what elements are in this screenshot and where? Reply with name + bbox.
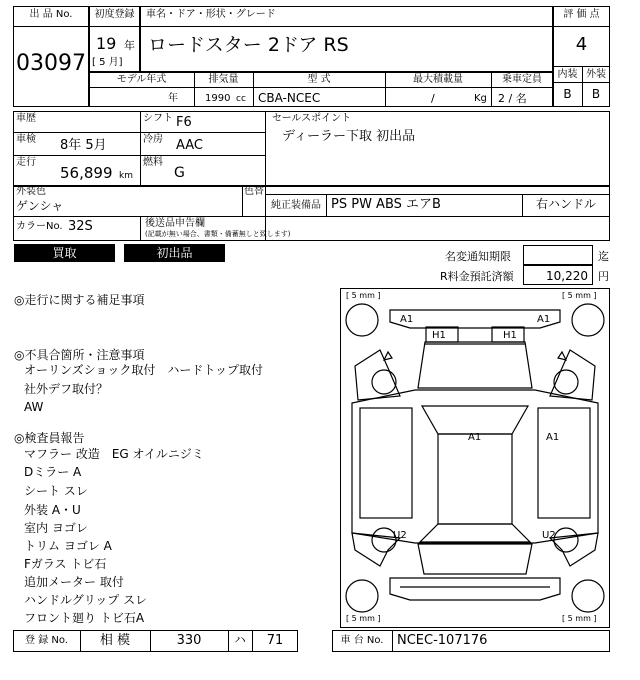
note-line-0: ◎走行に関する補足事項: [14, 293, 145, 307]
chassis-number: NCEC-107176: [397, 633, 488, 648]
tire-front-right: [572, 304, 604, 336]
note-line-11: シート スレ: [24, 484, 88, 498]
max-load-unit: Kg: [474, 93, 487, 104]
car-name: ロードスター 2ドア RS: [148, 34, 349, 56]
mark-a1-front-left: A1: [400, 314, 414, 325]
registration-number: 330: [176, 633, 202, 648]
buy-button: 買取: [14, 244, 115, 262]
fuel-label: 燃料: [143, 157, 163, 168]
note-line-12: 外装 A・U: [24, 503, 81, 517]
inspection-value: 8年 5月: [60, 138, 107, 153]
deadline-unit: 迄: [598, 250, 609, 263]
roof: [438, 434, 512, 524]
rear-bumper: [390, 578, 560, 600]
grade-label: 評 価 点: [563, 9, 600, 20]
sales-point-value: ディーラー下取 初出品: [282, 129, 416, 144]
aircon-label: 冷房: [143, 134, 163, 145]
note-line-10: Dミラー A: [24, 465, 82, 479]
steering-value: 右ハンドル: [535, 197, 596, 211]
registration-label: 登 録 No.: [25, 635, 68, 646]
displacement-label: 排気量: [208, 74, 239, 85]
note-line-13: 室内 ヨゴレ: [24, 521, 88, 535]
registration-area: 相 模: [99, 633, 131, 648]
exterior-label: 外装: [586, 69, 606, 80]
tire-depth-front-right: [ 5 mm ]: [562, 291, 597, 300]
aftermarket-note: (記載が無い場合、書類・備蓄無しと致します): [145, 230, 291, 238]
max-load-label: 最大積載量: [413, 74, 463, 85]
first-reg-year-unit: 年: [124, 39, 135, 52]
tire-depth-rear-right: [ 5 mm ]: [562, 614, 597, 623]
equipment-label: 純正装備品: [271, 200, 321, 211]
first-reg-month: [ 5 月]: [92, 57, 123, 68]
aircon-value: AAC: [176, 138, 203, 153]
note-line-4: オーリンズショック取付 ハードトップ取付: [24, 363, 264, 377]
mirror-left: [384, 352, 392, 360]
first-listing-button: 初出品: [124, 244, 225, 262]
mark-a1-roof: A1: [468, 432, 482, 443]
name-label: 車名・ドア・形状・グレード: [146, 9, 276, 20]
first-reg-label: 初度登録: [94, 9, 135, 20]
tire-rear-right: [572, 580, 604, 612]
capacity-value: 2 / 名: [498, 92, 527, 105]
mileage-label: 走行: [16, 157, 36, 168]
mark-a1-side: A1: [546, 432, 560, 443]
note-line-17: ハンドルグリップ スレ: [24, 593, 148, 607]
tire-depth-front-left: [ 5 mm ]: [346, 291, 381, 300]
model-code-label: 型 式: [307, 74, 331, 85]
fuel-value: G: [174, 165, 185, 181]
first-reg-year: 19: [96, 34, 117, 53]
front-bumper: [390, 310, 560, 328]
door-left: [360, 408, 412, 518]
mark-a1-front-right: A1: [537, 314, 551, 325]
model-year-unit: 年: [168, 93, 178, 104]
hood: [418, 342, 532, 388]
shift-value: F6: [176, 115, 192, 130]
displacement-value: 1990: [205, 93, 231, 104]
chassis-label: 車 台 No.: [340, 635, 384, 646]
model-code-value: CBA-NCEC: [258, 91, 321, 105]
note-line-14: トリム ヨゴレ A: [24, 539, 112, 553]
note-line-3: ◎不具合箇所・注意事項: [14, 348, 145, 362]
mark-h1-left: H1: [432, 330, 446, 341]
capacity-label: 乗車定員: [502, 74, 542, 85]
interior-grade: B: [563, 87, 572, 101]
note-line-16: 追加メーター 取付: [24, 575, 124, 589]
registration-digits: 71: [266, 633, 284, 648]
shift-label: シフト: [143, 113, 173, 124]
color-no-label: カラーNo.: [16, 221, 63, 232]
note-line-18: フロント廻り トビ石A: [24, 611, 145, 625]
ext-color-label: 外装色: [16, 186, 46, 197]
model-year-label: モデル年式: [116, 74, 167, 85]
grade-score: 4: [575, 34, 588, 55]
equipment-value: PS PW ABS エアB: [331, 197, 441, 212]
registration-kana: ハ: [233, 633, 246, 647]
mark-u2-right: U2: [542, 530, 556, 541]
lot-number: 03097: [16, 51, 86, 76]
note-line-9: マフラー 改造 EG オイルニジミ: [24, 447, 204, 461]
main-body: [352, 390, 598, 543]
interior-label: 内装: [557, 69, 578, 80]
recycle-unit: 円: [598, 270, 609, 283]
repaint-label: 色替: [244, 186, 264, 197]
max-load-value: /: [431, 92, 435, 105]
sales-point-label: セールスポイント: [272, 113, 352, 124]
ext-color-value: ゲンシャ: [16, 199, 64, 213]
exterior-grade: B: [591, 87, 601, 101]
note-line-15: Fガラス トビ石: [24, 557, 107, 571]
color-no-value: 32S: [68, 219, 93, 234]
door-right: [538, 408, 590, 518]
recycle-value: 10,220: [546, 269, 588, 283]
windshield: [422, 406, 528, 434]
tire-rear-left: [346, 580, 378, 612]
mirror-right: [558, 352, 566, 360]
note-line-8: ◎検査員報告: [14, 431, 85, 445]
rear-deck: [420, 524, 530, 542]
inspection-label: 車検: [16, 134, 36, 145]
mileage-unit: km: [119, 171, 133, 181]
tire-front-left: [346, 304, 378, 336]
note-line-6: AW: [24, 400, 44, 414]
car-diagram: [340, 288, 610, 628]
mileage-value: 56,899: [60, 164, 113, 182]
trunk: [418, 544, 532, 574]
history-label: 車歴: [16, 113, 36, 124]
recycle-label: R料金預託済額: [440, 270, 514, 283]
displacement-unit: cc: [236, 94, 246, 104]
note-line-5: 社外デフ取付？: [24, 382, 109, 396]
deadline-box: [523, 245, 593, 265]
mark-h1-right: H1: [503, 330, 517, 341]
lot-label: 出 品 No.: [29, 9, 73, 20]
tire-depth-rear-left: [ 5 mm ]: [346, 614, 381, 623]
aftermarket-label: 後送品申告欄: [145, 218, 205, 229]
mark-u2-left: U2: [393, 530, 407, 541]
deadline-label: 名変通知期限: [445, 250, 511, 263]
